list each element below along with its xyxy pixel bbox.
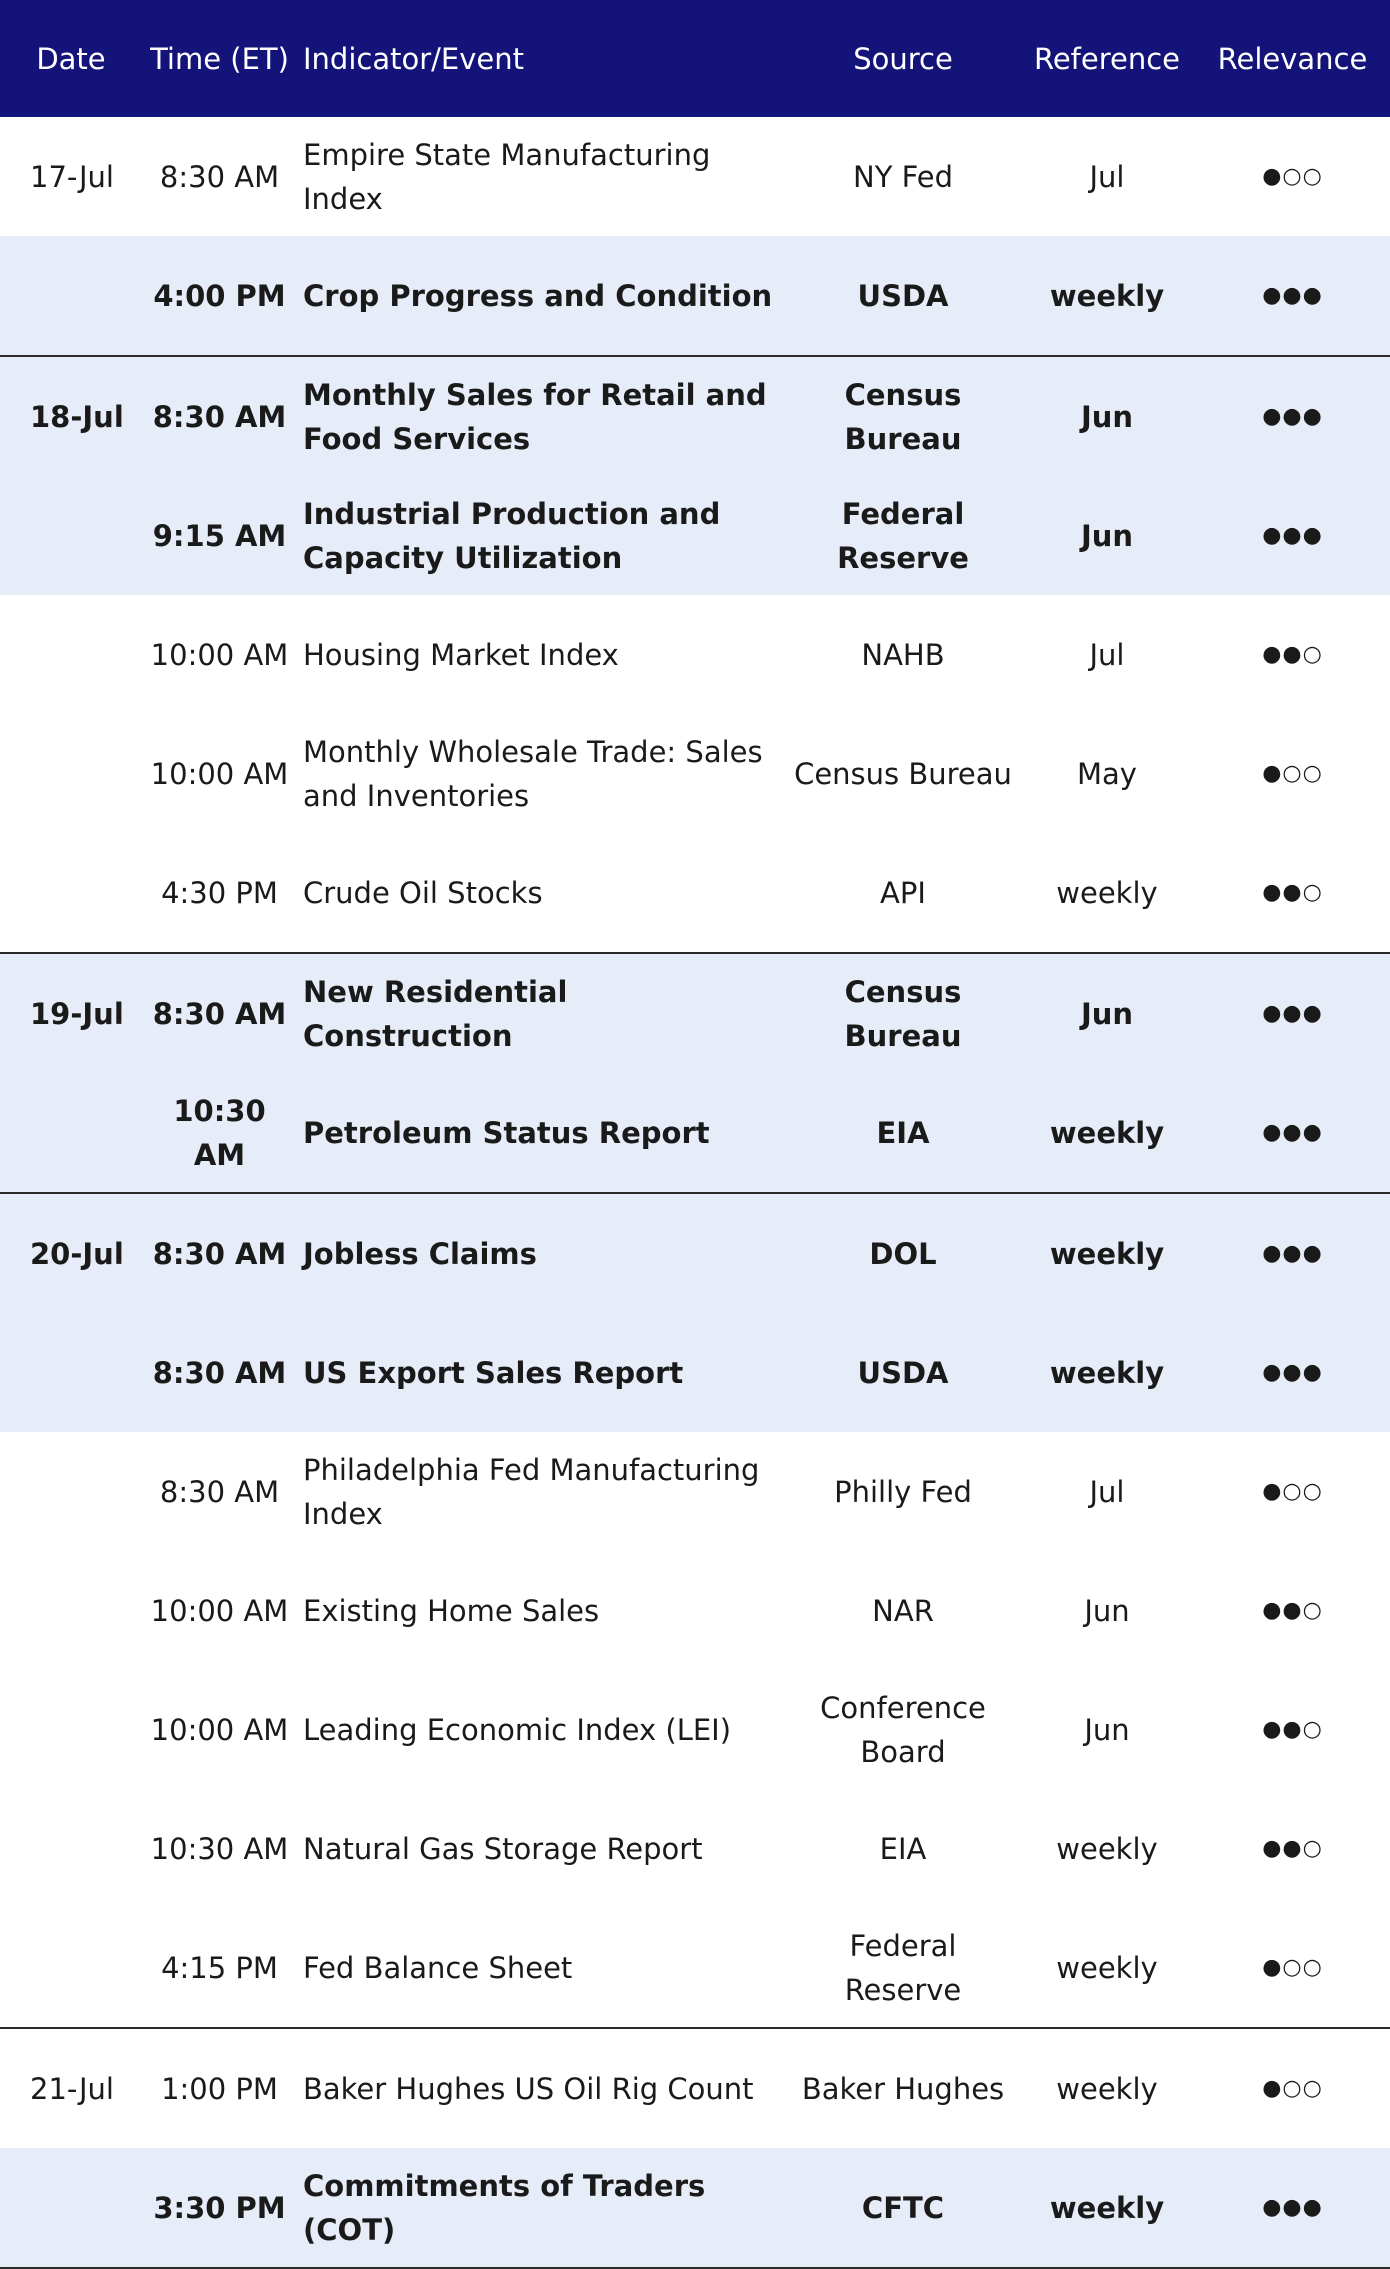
reference-cell: Jul bbox=[1089, 637, 1125, 672]
relevance-indicator: ●●● bbox=[1195, 2148, 1390, 2268]
source-cell: API bbox=[787, 833, 1019, 953]
relevance-indicator: ●●● bbox=[1195, 1313, 1390, 1432]
time-cell: 3:30 PM bbox=[142, 2148, 297, 2268]
source-cell: Census Bureau bbox=[794, 756, 1012, 791]
source-cell: EIA bbox=[879, 1831, 927, 1866]
time-cell: 8:30 AM bbox=[159, 1474, 280, 1509]
date-cell bbox=[0, 236, 142, 356]
source-cell: EIA bbox=[787, 1073, 1019, 1193]
relevance-indicator: ●●● bbox=[1195, 1193, 1390, 1313]
date-cell: 17-Jul bbox=[30, 159, 114, 194]
indicator-cell: Jobless Claims bbox=[297, 1193, 787, 1313]
relevance-indicator: ●○○ bbox=[1262, 2075, 1323, 2101]
relevance-indicator: ●●○ bbox=[1262, 1835, 1323, 1861]
header-indicator: Indicator/Event bbox=[297, 0, 787, 117]
source-cell: NAR bbox=[872, 1593, 934, 1628]
indicator-cell: Industrial Production and Capacity Utilization bbox=[297, 476, 787, 595]
time-cell: 10:00 AM bbox=[150, 1593, 289, 1628]
relevance-indicator: ●●○ bbox=[1262, 1597, 1323, 1623]
indicator-cell: Baker Hughes US Oil Rig Count bbox=[303, 2071, 754, 2106]
table-header bbox=[0, 0, 1390, 117]
date-cell: 21-Jul bbox=[30, 2071, 114, 2106]
source-cell: USDA bbox=[787, 1313, 1019, 1432]
date-cell bbox=[0, 1789, 142, 1908]
source-cell: Conference Board bbox=[820, 1690, 986, 1769]
source-cell: USDA bbox=[787, 236, 1019, 356]
relevance-indicator: ●●○ bbox=[1195, 833, 1390, 953]
source-cell: CFTC bbox=[787, 2148, 1019, 2268]
reference-cell: weekly bbox=[1019, 2148, 1195, 2268]
time-cell: 4:15 PM bbox=[142, 1908, 297, 2028]
time-cell: 10:00 AM bbox=[150, 1712, 289, 1747]
time-cell: 4:30 PM bbox=[142, 833, 297, 953]
table-row bbox=[0, 1670, 1390, 1789]
date-cell bbox=[0, 833, 142, 953]
reference-cell: Jun bbox=[1019, 476, 1195, 595]
reference-cell: weekly bbox=[1056, 2071, 1158, 2106]
header-date: Date bbox=[0, 0, 142, 117]
relevance-indicator: ●●● bbox=[1195, 476, 1390, 595]
time-cell: 8:30 AM bbox=[142, 953, 297, 1073]
relevance-indicator: ●●● bbox=[1195, 236, 1390, 356]
header-reference: Reference bbox=[1019, 0, 1195, 117]
table-row bbox=[0, 2148, 1390, 2268]
indicator-cell: US Export Sales Report bbox=[297, 1313, 787, 1432]
time-cell: 8:30 AM bbox=[159, 159, 280, 194]
table-row bbox=[0, 1551, 1390, 1670]
relevance-indicator: ●●● bbox=[1195, 953, 1390, 1073]
relevance-indicator: ●●○ bbox=[1262, 641, 1323, 667]
relevance-indicator: ●●● bbox=[1195, 356, 1390, 476]
date-cell bbox=[0, 476, 142, 595]
table-row bbox=[0, 236, 1390, 356]
indicator-cell: Natural Gas Storage Report bbox=[303, 1831, 703, 1866]
indicator-cell: Crop Progress and Condition bbox=[297, 236, 787, 356]
time-cell: 8:30 AM bbox=[142, 1313, 297, 1432]
date-cell bbox=[0, 714, 142, 833]
source-cell: Federal Reserve bbox=[787, 1908, 1019, 2028]
table-row bbox=[0, 714, 1390, 833]
time-cell: 9:15 AM bbox=[142, 476, 297, 595]
reference-cell: Jul bbox=[1089, 159, 1125, 194]
table-row bbox=[0, 1789, 1390, 1908]
time-cell: 10:30 AM bbox=[142, 1073, 297, 1193]
time-cell: 8:30 AM bbox=[142, 356, 297, 476]
reference-cell: weekly bbox=[1019, 236, 1195, 356]
indicator-cell: Philadelphia Fed Manufacturing Index bbox=[303, 1452, 760, 1531]
indicator-cell: Crude Oil Stocks bbox=[297, 833, 787, 953]
reference-cell: weekly bbox=[1019, 1908, 1195, 2028]
reference-cell: weekly bbox=[1019, 833, 1195, 953]
date-cell bbox=[0, 595, 142, 714]
table-body bbox=[0, 117, 1390, 2268]
source-cell: Baker Hughes bbox=[801, 2071, 1005, 2106]
indicator-cell: Commitments of Traders (COT) bbox=[297, 2148, 787, 2268]
time-cell: 1:00 PM bbox=[161, 2071, 278, 2106]
reference-cell: Jun bbox=[1084, 1593, 1130, 1628]
header-source: Source bbox=[787, 0, 1019, 117]
table-row bbox=[0, 1313, 1390, 1432]
indicator-cell: Petroleum Status Report bbox=[297, 1073, 787, 1193]
reference-cell: weekly bbox=[1019, 1193, 1195, 1313]
reference-cell: Jun bbox=[1019, 953, 1195, 1073]
table-row bbox=[0, 1193, 1390, 1313]
date-cell: 20-Jul bbox=[0, 1193, 142, 1313]
reference-cell: weekly bbox=[1056, 1831, 1158, 1866]
source-cell: NY Fed bbox=[853, 159, 953, 194]
relevance-indicator: ●○○ bbox=[1195, 1908, 1390, 2028]
time-cell: 10:30 AM bbox=[150, 1831, 289, 1866]
indicator-cell: Existing Home Sales bbox=[303, 1593, 600, 1628]
time-cell: 10:00 AM bbox=[150, 756, 289, 791]
date-cell bbox=[0, 1670, 142, 1789]
date-cell bbox=[0, 1432, 142, 1551]
reference-cell: May bbox=[1077, 756, 1137, 791]
table-row bbox=[0, 1908, 1390, 2028]
table-row bbox=[0, 953, 1390, 1073]
date-cell bbox=[0, 1313, 142, 1432]
indicator-cell: Monthly Sales for Retail and Food Services bbox=[297, 356, 787, 476]
indicator-cell: Empire State Manufacturing Index bbox=[303, 137, 711, 216]
relevance-indicator: ●○○ bbox=[1262, 163, 1323, 189]
reference-cell: Jun bbox=[1084, 1712, 1130, 1747]
date-cell: 19-Jul bbox=[0, 953, 142, 1073]
table-row bbox=[0, 1073, 1390, 1193]
table-row bbox=[0, 476, 1390, 595]
header-relevance: Relevance bbox=[1195, 0, 1390, 117]
indicator-cell: Monthly Wholesale Trade: Sales and Inventories bbox=[303, 734, 763, 813]
reference-cell: weekly bbox=[1019, 1313, 1195, 1432]
time-cell: 4:00 PM bbox=[142, 236, 297, 356]
reference-cell: weekly bbox=[1019, 1073, 1195, 1193]
date-cell bbox=[0, 1908, 142, 2028]
date-cell bbox=[0, 1551, 142, 1670]
relevance-indicator: ●○○ bbox=[1262, 760, 1323, 786]
source-cell: DOL bbox=[787, 1193, 1019, 1313]
relevance-indicator: ●●● bbox=[1195, 1073, 1390, 1193]
reference-cell: Jul bbox=[1089, 1474, 1125, 1509]
indicator-cell: Leading Economic Index (LEI) bbox=[303, 1712, 732, 1747]
reference-cell: Jun bbox=[1019, 356, 1195, 476]
table-row bbox=[0, 1432, 1390, 1551]
table-row bbox=[0, 833, 1390, 953]
time-cell: 10:00 AM bbox=[150, 637, 289, 672]
source-cell: Census Bureau bbox=[787, 356, 1019, 476]
date-cell bbox=[0, 1073, 142, 1193]
time-cell: 8:30 AM bbox=[142, 1193, 297, 1313]
table-row bbox=[0, 356, 1390, 476]
table-row bbox=[0, 595, 1390, 714]
table-row bbox=[0, 2028, 1390, 2148]
source-cell: Federal Reserve bbox=[787, 476, 1019, 595]
indicator-cell: New Residential Construction bbox=[297, 953, 787, 1073]
indicator-cell: Fed Balance Sheet bbox=[297, 1908, 787, 2028]
indicator-cell: Housing Market Index bbox=[303, 637, 619, 672]
source-cell: Census Bureau bbox=[787, 953, 1019, 1073]
source-cell: Philly Fed bbox=[834, 1474, 972, 1509]
date-cell bbox=[0, 2148, 142, 2268]
table-row bbox=[0, 117, 1390, 236]
source-cell: NAHB bbox=[861, 637, 945, 672]
relevance-indicator: ●○○ bbox=[1262, 1478, 1323, 1504]
date-cell: 18-Jul bbox=[0, 356, 142, 476]
relevance-indicator: ●●○ bbox=[1262, 1716, 1323, 1742]
header-time: Time (ET) bbox=[142, 0, 297, 117]
